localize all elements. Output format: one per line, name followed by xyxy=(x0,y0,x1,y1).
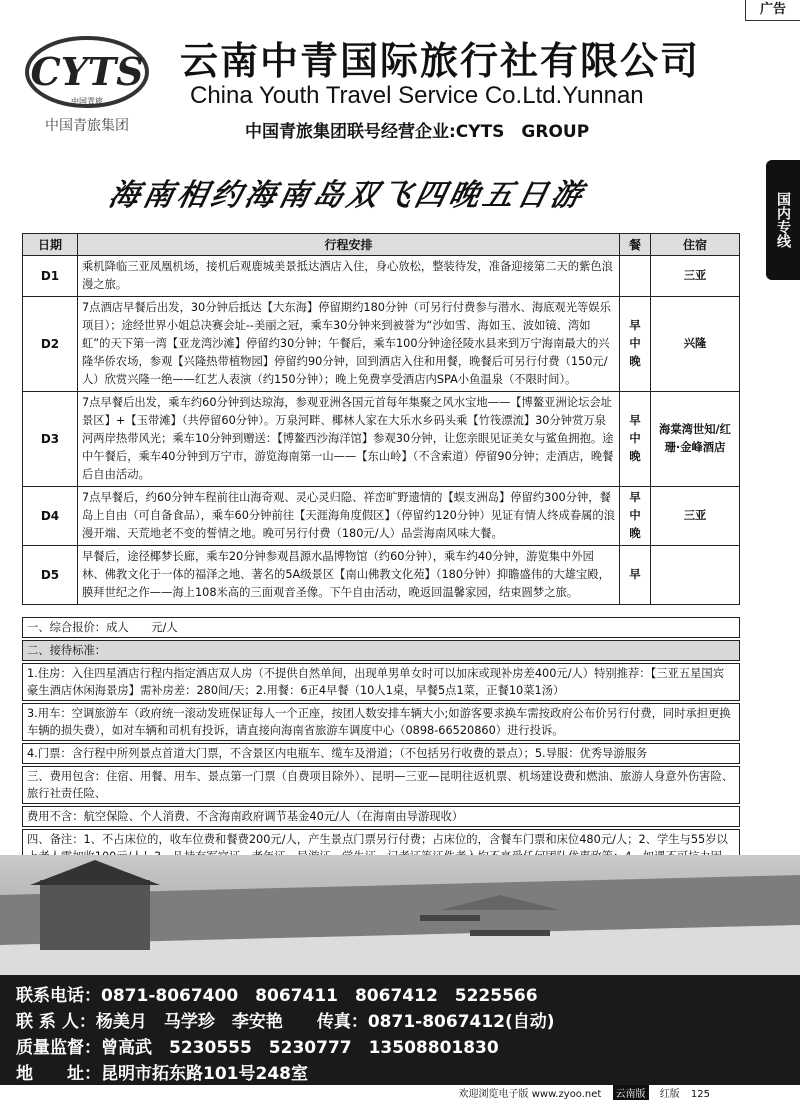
meal-cell: 早中晚 xyxy=(620,487,651,546)
contact-people: 联 系 人：杨美月 马学珍 李安艳 传真：0871-8067412(自动) xyxy=(16,1012,555,1032)
note-standard-heading: 二、接待标准： xyxy=(22,640,740,661)
day-cell: D3 xyxy=(23,392,78,487)
table-row xyxy=(23,546,740,605)
day-cell: D1 xyxy=(23,256,78,297)
header-day: 日期 xyxy=(23,234,78,256)
plan-cell: 乘机降临三亚凤凰机场，接机后观鹿城美景抵达酒店入住，身心放松，整装待发，准备迎接第二天的紫色浪漫之旅。 xyxy=(78,256,620,297)
header-plan: 行程安排 xyxy=(78,234,620,256)
page-header xyxy=(0,0,745,150)
meal-cell: 早中晚 xyxy=(620,392,651,487)
header-meal: 餐 xyxy=(620,234,651,256)
company-name-cn: 云南中青国际旅行社有限公司 xyxy=(180,39,701,83)
footer-color: 红版 xyxy=(659,1089,680,1100)
footer-page: 125 xyxy=(690,1089,710,1100)
day-cell: D2 xyxy=(23,297,78,392)
meal-cell xyxy=(620,256,651,297)
note-price: 一、综合报价：成人 元/人 xyxy=(22,617,740,638)
logo-caption: 中国青旅集团 xyxy=(45,118,129,134)
day-cell: D4 xyxy=(23,487,78,546)
table-row xyxy=(23,392,740,487)
company-subtitle: 中国青旅集团联号经营企业:CYTS GROUP xyxy=(245,122,590,142)
footer-edition: 云南版 xyxy=(613,1085,649,1100)
stay-cell xyxy=(651,546,740,605)
day-cell: D5 xyxy=(23,546,78,605)
stay-cell: 海棠湾世知/红珊·金峰酒店 xyxy=(651,392,740,487)
note-excluded: 费用不含：航空保险、个人消费、不含海南政府调节基金40元/人（在海南由导游现收） xyxy=(22,806,740,827)
table-row xyxy=(23,487,740,546)
table-header-row xyxy=(23,234,740,256)
footer-browse: 欢迎浏览电子版 www.zyoo.net xyxy=(458,1089,602,1100)
company-name-en: China Youth Travel Service Co.Ltd.Yunnan xyxy=(190,82,644,109)
table-row xyxy=(23,256,740,297)
note-lodging: 1.住房：入住四星酒店行程内指定酒店双人房（不提供自然单间，出现单男单女时可以加床或现补房差400元/人）特别推荐：【三亚五星国宾豪生酒店休闲海景房】需补房差：280间/天；2.用餐：6正4早餐（10人1桌，早餐5点1菜，正餐10菜1汤） xyxy=(22,663,740,701)
plan-cell: 7点早餐后，约60分钟车程前往山海奇观、灵心灵归隐、祥峦旷野遗情的【蜈支洲岛】停留约300分钟，餐岛上自由（可自备食品），乘车60分钟前往【天涯海角度假区】（停留约120分钟）见证有情人终成眷属的浪漫开端、天荒地老不变的誓情之地。晚可另行付费（180元/人）品尝海南风味大餐。 xyxy=(78,487,620,546)
table-row xyxy=(23,297,740,392)
ad-label: 广告 xyxy=(745,0,800,21)
plan-cell: 早餐后，途径椰梦长廊，乘车20分钟参观昌源水晶博物馆（约60分钟），乘车约40分钟，游览集中外园林、佛教文化于一体的福泽之地、著名的5A级景区【南山佛教文化苑】（180分钟）抑瞻盛伟的大雄宝殿，膜拜世纪之作——海上108米高的三面观音圣像。下午自由活动，晚返回温馨家园，结束圆梦之旅。 xyxy=(78,546,620,605)
meal-cell: 早中晚 xyxy=(620,297,651,392)
logo-inner: 中国青旅 xyxy=(71,97,103,106)
note-included: 三、费用包含：住宿、用餐、用车、景点第一门票（自费项目除外）、昆明—三亚—昆明往返机票、机场建设费和燃油、旅游人身意外伤害险、旅行社责任险、 xyxy=(22,766,740,804)
stay-cell: 兴隆 xyxy=(651,297,740,392)
beach-photo xyxy=(0,855,800,975)
stay-cell: 三亚 xyxy=(651,256,740,297)
note-remarks: 四、备注：1、不占床位的，收车位费和餐费200元/人，产生景点门票另行付费；占床位的，含餐车门票和床位480元/人；2、学生与55岁以 xyxy=(22,829,740,901)
contact-quality: 质量监督：曾高武 5230555 5230777 13508801830 xyxy=(16,1038,499,1058)
note-vehicle: 3.用车：空调旅游车（政府统一滚动发班保证每人一个正座，按团人数安排车辆大小;如游客要求换车需按政府公布价另行付费，同时承担更换车辆的损失费），如对车辆和司机有投诉，请直接向海南省旅游车调度中心（0898-66520860）进行投诉。 xyxy=(22,703,740,741)
note-tickets: 4.门票：含行程中所列景点首道大门票，不含景区内电瓶车、缆车及滑道；（不包括另行收费的景点）；5.导服：优秀导游服务 xyxy=(22,743,740,764)
meal-cell: 早 xyxy=(620,546,651,605)
page-footer xyxy=(0,1085,800,1100)
header-stay: 住宿 xyxy=(651,234,740,256)
contact-panel xyxy=(0,975,800,1085)
logo-text: CYTS xyxy=(30,49,144,94)
side-tab-domestic: 国内专线 xyxy=(766,160,800,280)
cyts-logo xyxy=(22,30,152,140)
contact-phone: 联系电话：0871-8067400 8067411 8067412 5225566 xyxy=(16,986,538,1006)
tour-title: 海南相约海南岛双飞四晚五日游 xyxy=(105,178,589,213)
plan-cell: 7点早餐后出发，乘车约60分钟到达琼海，参观亚洲各国元首每年集聚之风水宝地——【博鳌亚洲论坛会址景区】+【玉带滩】（共停留60分钟）。万泉河畔、椰林人家在大乐水乡码头乘【竹筏漂流】30分钟赏万泉河两岸热带风光；乘车10分钟到赠送：【博鳌西沙海洋馆】参观30分钟，让您亲眼见证美女与鲨鱼拥抱。途中午餐后，乘车40分钟到万宁市，游览海南第一山——【东山岭】（不含索道）停留90分钟；走酒店，晚餐后自由活动。 xyxy=(78,392,620,487)
stay-cell: 三亚 xyxy=(651,487,740,546)
plan-cell: 7点酒店早餐后出发，30分钟后抵达【大东海】停留期约180分钟（可另行付费参与潜水、海底观光等娱乐项目）；途经世界小姐总决赛会址--美丽之冠，乘车30分钟来到被誉为“沙如雪、海如玉、波如镜、湾如虹”的天下第一湾【亚龙湾沙滩】停留约30分钟；午餐后，乘车100分钟途径陵水县来到万宁海南最大的兴隆华侨农场，参观【兴隆热带植物园】停留约90分钟，回到酒店入住和用餐，晚餐后可另行付费（150元/人）欣赏兴隆一绝——红艺人表演（约150分钟）；晚上免费享受酒店内SPA小鱼温泉（不限时间）。 xyxy=(78,297,620,392)
itinerary-table xyxy=(22,233,740,605)
contact-address: 地 址：昆明市拓东路101号248室 xyxy=(16,1064,308,1084)
